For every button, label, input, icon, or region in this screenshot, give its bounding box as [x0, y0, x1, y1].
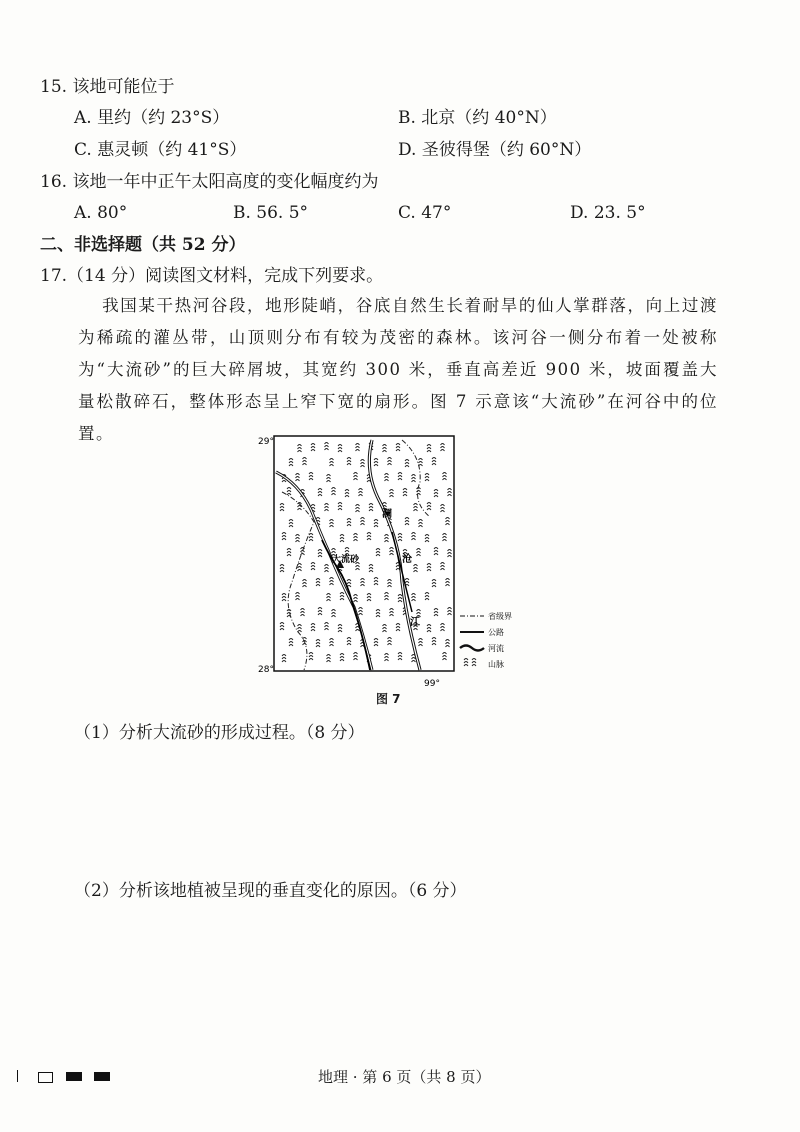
lat-top-label: 29°	[258, 437, 274, 447]
q17-sub2: （2）分析该地植被呈现的垂直变化的原因。（6 分）	[74, 881, 467, 901]
legend-mountain-label: 山脉	[488, 660, 504, 669]
q17-sub1: （1）分析大流砂的形成过程。（8 分）	[74, 723, 365, 743]
q16-stem: 16. 该地一年中正午太阳高度的变化幅度约为	[40, 172, 379, 192]
river-char-jiang: 江	[410, 617, 420, 628]
q15-option-d: D. 圣彼得堡（约 60°N）	[398, 140, 592, 160]
q16-option-b: B. 56. 5°	[233, 203, 309, 223]
river-char-lan: 澜	[382, 509, 392, 520]
footer-mark	[94, 1072, 110, 1081]
q15-option-a: A. 里约（约 23°S）	[74, 108, 230, 128]
q15-stem: 15. 该地可能位于	[40, 77, 175, 97]
page-number: 地理 · 第 6 页（共 8 页）	[318, 1068, 491, 1086]
q17-material-text: 我国某干热河谷段，地形陡峭，谷底自然生长着耐旱的仙人掌群落，向上过渡为稀疏的灌丛带，山顶则分布有较为茂密的森林。该河谷一侧分布着一处被称为“大流砂”的巨大碎屑坡，其宽约 300 米，垂直高差近 900 米，坡面覆盖大量松散碎石，整体形态呈上窄下宽的扇形。图 7 示意该“大流砂”在河谷中的位置。	[78, 296, 718, 443]
legend-mountain-symbol	[464, 659, 468, 667]
lat-bottom-label: 28°	[258, 665, 274, 675]
legend-river-label: 河流	[488, 644, 504, 653]
figure-caption: 图 7	[376, 692, 401, 706]
river-char-cang: 沧	[402, 554, 412, 565]
legend-mountain-symbol	[472, 659, 476, 667]
legend-boundary-label: 省级界	[488, 612, 512, 621]
section-title: 二、非选择题（共 52 分）	[40, 235, 246, 255]
q17-stem: 17.（14 分）阅读图文材料，完成下列要求。	[40, 266, 384, 286]
legend-river-symbol	[460, 646, 484, 651]
q15-option-b: B. 北京（约 40°N）	[398, 108, 557, 128]
legend-road-label: 公路	[488, 628, 504, 637]
footer-mark	[66, 1072, 82, 1081]
map-legend	[460, 611, 512, 669]
lon-bottom-label: 99°	[424, 679, 440, 687]
q15-option-c: C. 惠灵顿（约 41°S）	[74, 140, 247, 160]
q16-option-c: C. 47°	[398, 203, 452, 223]
crop-mark	[17, 1070, 18, 1082]
q17-material	[78, 290, 718, 450]
footer-mark-hollow	[38, 1072, 53, 1083]
q16-option-a: A. 80°	[74, 203, 128, 223]
daliusha-label: 大流砂	[332, 555, 360, 565]
q16-option-d: D. 23. 5°	[570, 203, 646, 223]
figure-7-map	[252, 432, 542, 687]
